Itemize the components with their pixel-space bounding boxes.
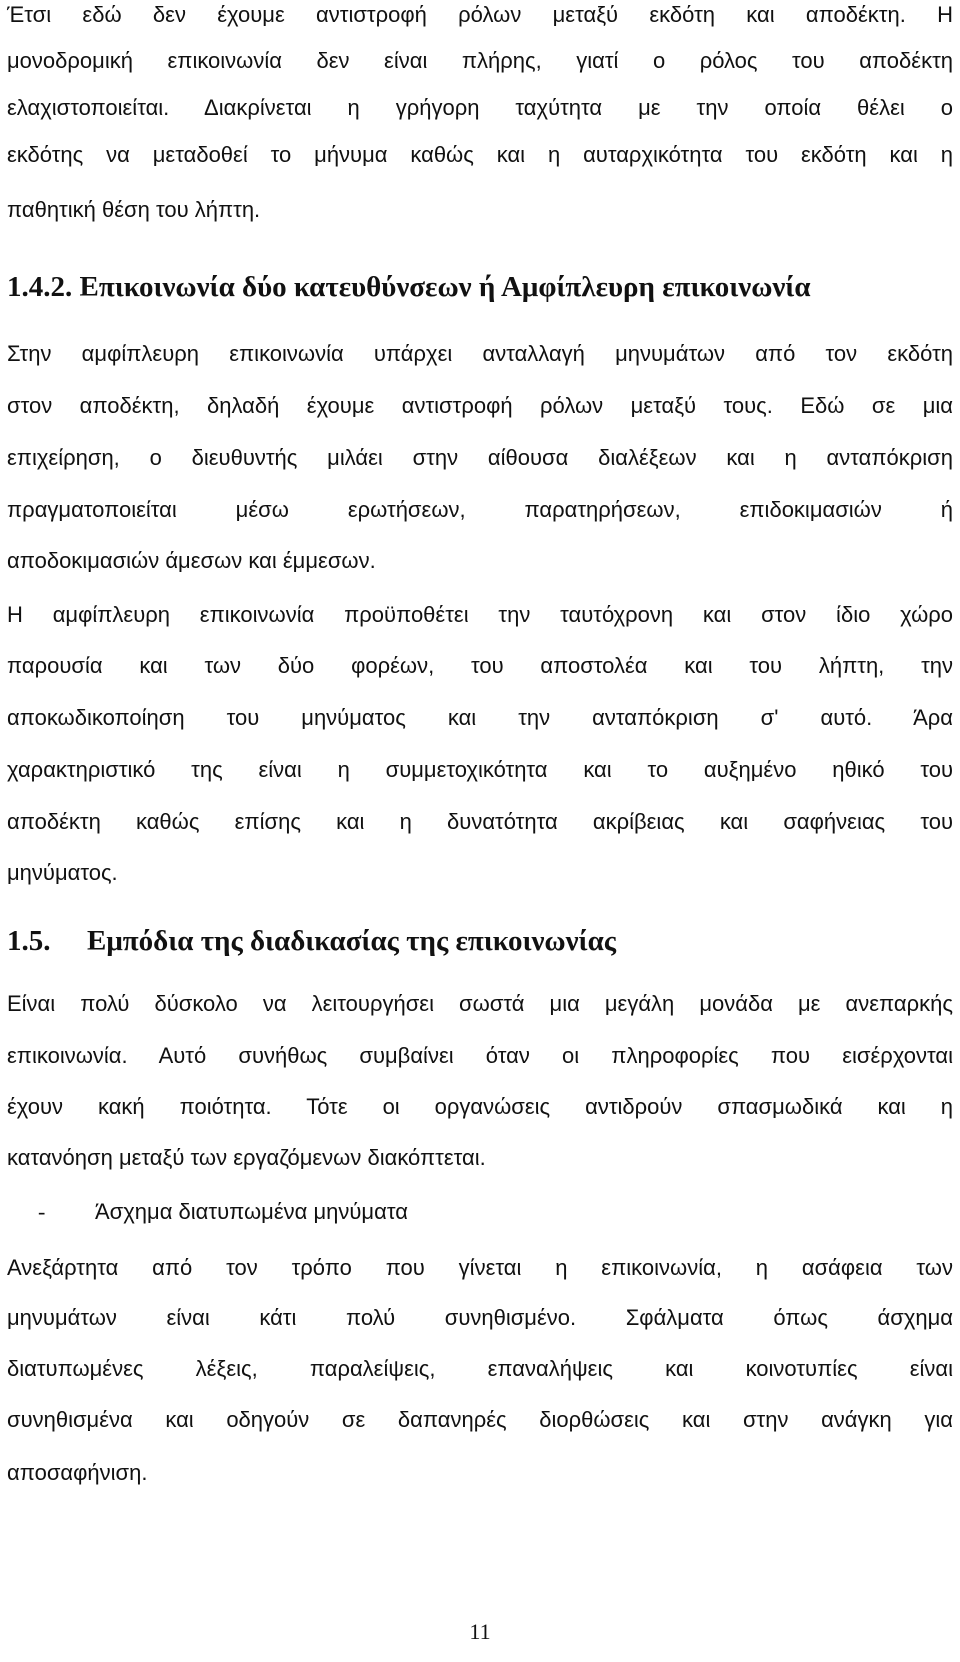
paragraph-line: Είναι πολύ δύσκολο να λειτουργήσει σωστά μια μεγάλη μονάδα με ανεπαρκής <box>7 991 953 1016</box>
paragraph-line: παρουσία και των δύο φορέων, του αποστολέα και του λήπτη, την <box>7 653 953 678</box>
paragraph-line: αποσαφήνιση. <box>7 1460 148 1485</box>
page-number: 11 <box>469 1619 491 1644</box>
paragraph-line: Η αμφίπλευρη επικοινωνία προϋποθέτει την ταυτόχρονη και στον ίδιο χώρο <box>7 602 953 627</box>
paragraph-line: συνηθισμένα και οδηγούν σε δαπανηρές διορθώσεις και στην ανάγκη για <box>7 1407 953 1432</box>
paragraph-line: αποδοκιμασιών άμεσων και έμμεσων. <box>7 548 376 573</box>
paragraph-line: μονοδρομική επικοινωνία δεν είναι πλήρης, γιατί ο ρόλος του αποδέκτη <box>7 48 953 73</box>
paragraph-line: μηνυμάτων είναι κάτι πολύ συνηθισμένο. Σφάλματα όπως άσχημα <box>7 1305 953 1330</box>
paragraph-line: αποδέκτη καθώς επίσης και η δυνατότητα ακρίβειας και σαφήνειας του <box>7 809 953 834</box>
section-heading <box>7 923 616 959</box>
paragraph-line: επικοινωνία. Αυτό συνήθως συμβαίνει όταν οι πληροφορίες που εισέρχονται <box>7 1043 953 1068</box>
paragraph-line: κατανόηση μεταξύ των εργαζόμενων διακόπτεται. <box>7 1145 486 1170</box>
paragraph-line: εκδότης να μεταδοθεί το μήνυμα καθώς και η αυταρχικότητα του εκδότη και η <box>7 142 953 167</box>
paragraph-line: μηνύματος. <box>7 860 118 885</box>
paragraph-line: Ανεξάρτητα από τον τρόπο που γίνεται η επικοινωνία, η ασάφεια των <box>7 1255 953 1280</box>
paragraph-line: Έτσι εδώ δεν έχουμε αντιστροφή ρόλων μεταξύ εκδότη και αποδέκτη. Η <box>7 2 953 27</box>
section-number: 1.5. <box>7 925 51 957</box>
paragraph-line: παθητική θέση του λήπτη. <box>7 197 261 222</box>
section-title: Εμπόδια της διαδικασίας της επικοινωνίας <box>87 925 616 957</box>
paragraph-line: επιχείρηση, ο διευθυντής μιλάει στην αίθουσα διαλέξεων και η ανταπόκριση <box>7 445 953 470</box>
section-heading: 1.4.2. Επικοινωνία δύο κατευθύνσεων ή Αμφίπλευρη επικοινωνία <box>7 271 811 303</box>
paragraph-line: χαρακτηριστικό της είναι η συμμετοχικότητα και το αυξημένο ηθικό του <box>7 757 953 782</box>
paragraph-line: διατυπωμένες λέξεις, παραλείψεις, επαναλήψεις και κοινοτυπίες είναι <box>7 1356 953 1381</box>
paragraph-line: Στην αμφίπλευρη επικοινωνία υπάρχει ανταλλαγή μηνυμάτων από τον εκδότη <box>7 341 953 366</box>
paragraph-line: έχουν κακή ποιότητα. Τότε οι οργανώσεις αντιδρούν σπασμωδικά και η <box>7 1094 953 1119</box>
bullet-marker: - <box>38 1199 46 1224</box>
paragraph-line: αποκωδικοποίηση του μηνύματος και την ανταπόκριση σ' αυτό. Άρα <box>7 705 953 730</box>
paragraph-line: πραγματοποιείται μέσω ερωτήσεων, παρατηρήσεων, επιδοκιμασιών ή <box>7 497 953 522</box>
paragraph-line: ελαχιστοποιείται. Διακρίνεται η γρήγορη ταχύτητα με την οποία θέλει ο <box>7 95 953 120</box>
paragraph-line: στον αποδέκτη, δηλαδή έχουμε αντιστροφή ρόλων μεταξύ τους. Εδώ σε μια <box>7 393 953 418</box>
bullet-text: Άσχημα διατυπωμένα μηνύματα <box>95 1199 408 1224</box>
